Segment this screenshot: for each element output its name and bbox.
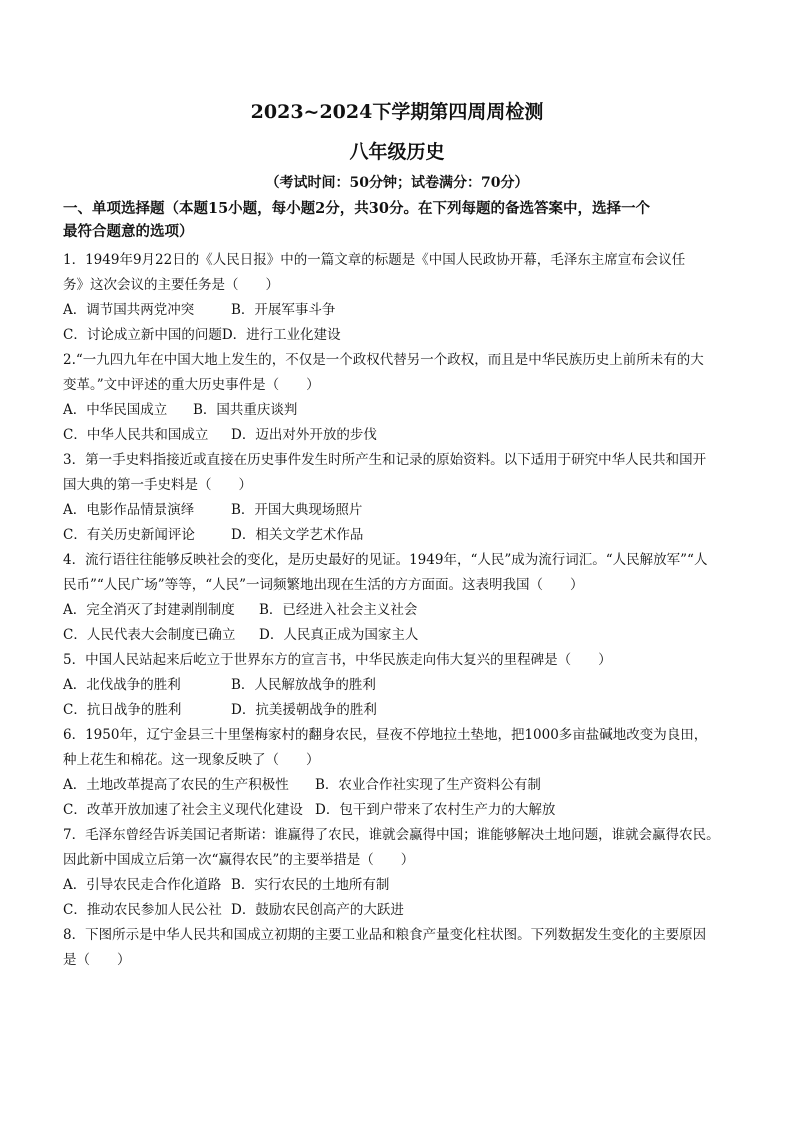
option-c: C．讨论成立新中国的问题 — [63, 327, 222, 343]
option-b: B．开展军事斗争 — [231, 302, 336, 318]
option-a: A．完全消灭了封建剥削制度 — [63, 602, 235, 618]
option-b: B．国共重庆谈判 — [193, 402, 298, 418]
option-a: A．调节国共两党冲突 — [63, 302, 195, 318]
option-c: C．人民代表大会制度已确立 — [63, 627, 236, 643]
option-d: D．进行工业化建设 — [221, 327, 341, 343]
option-a: A．北伐战争的胜利 — [63, 677, 181, 693]
question-4-line: 4．流行语往往能够反映社会的变化，是历史最好的见证。1949年，“人民”成为流行词汇。“人民解放军”“人 — [63, 552, 708, 568]
question-6-line: 6．1950年，辽宁金县三十里堡梅家村的翻身农民，昼夜不停地拉土垫地，把1000多亩盐碱地改变为良田， — [63, 727, 708, 743]
question-4-line: 民币”“人民广场”等等，“人民”一词频繁地出现在生活的方方面面。这表明我国（ ） — [63, 577, 584, 593]
question-7-options — [63, 873, 735, 898]
question-3-line: 3．第一手史料指接近或直接在历史事件发生时所产生和记录的原始资料。以下适用于研究中华人民共和国开 — [63, 452, 707, 468]
option-b: B．农业合作社实现了生产资料公有制 — [315, 777, 541, 793]
question-1-options — [63, 323, 735, 348]
option-a: A．电影作品情景演绎 — [63, 502, 195, 518]
question-4-options — [63, 598, 735, 623]
question-1-options — [63, 298, 735, 323]
option-d: D．抗美援朝战争的胜利 — [231, 702, 377, 718]
question-5-options — [63, 698, 735, 723]
section-heading-line: 最符合题意的选项） — [63, 223, 194, 240]
section-heading-line: 一、单项选择题（本题15小题，每小题2分，共30分。在下列每题的备选答案中，选择一个 — [63, 200, 650, 217]
question-6-line: 种上花生和棉花。这一现象反映了（ ） — [63, 752, 320, 768]
question-5-line: 5．中国人民站起来后屹立于世界东方的宣言书，中华民族走向伟大复兴的里程碑是（ ） — [63, 652, 612, 668]
exam-title: 2023~2024下学期第四周周检测 — [250, 101, 544, 123]
option-b: B．已经进入社会主义社会 — [259, 602, 418, 618]
question-5-options — [63, 673, 735, 698]
option-b: B．实行农民的土地所有制 — [231, 877, 390, 893]
question-3-options — [63, 498, 735, 523]
question-2-line: 2.“一九四九年在中国大地上发生的，不仅是一个政权代替另一个政权，而且是中华民族历史上前所未有的大 — [63, 352, 704, 368]
option-c: C．推动农民参加人民公社 — [63, 902, 222, 918]
option-c: C．有关历史新闻评论 — [63, 527, 195, 543]
option-b: B．开国大典现场照片 — [231, 502, 363, 518]
option-c: C．中华人民共和国成立 — [63, 427, 209, 443]
question-2-options — [63, 398, 735, 423]
option-d: D．鼓励农民创高产的大跃进 — [231, 902, 404, 918]
option-c: C．改革开放加速了社会主义现代化建设 — [63, 802, 303, 818]
question-1-line: 务》这次会议的主要任务是（ ） — [63, 277, 279, 293]
section-heading — [63, 197, 733, 243]
question-list — [63, 248, 735, 973]
question-8-line: 是（ ） — [63, 952, 131, 968]
exam-subject: 八年级历史 — [349, 141, 445, 163]
option-a: A．中华民国成立 — [63, 402, 168, 418]
question-2-options — [63, 423, 735, 448]
option-d: D．人民真正成为国家主人 — [259, 627, 419, 643]
question-3-options — [63, 523, 735, 548]
question-4-options — [63, 623, 735, 648]
exam-info: （考试时间：50分钟；试卷满分：70分） — [265, 175, 529, 191]
question-7-line: 因此新中国成立后第一次“赢得农民”的主要举措是（ ） — [63, 852, 415, 868]
question-1-line: 1．1949年9月22日的《人民日报》中的一篇文章的标题是《中国人民政协开幕，毛泽东主席宣布会议任 — [63, 252, 686, 268]
question-2-line: 变革。”文中评述的重大历史事件是（ ） — [63, 377, 320, 393]
question-8-line: 8．下图所示是中华人民共和国成立初期的主要工业品和粮食产量变化柱状图。下列数据发生变化的主要原因 — [63, 927, 707, 943]
question-7-options — [63, 898, 735, 923]
question-7-line: 7．毛泽东曾经告诉美国记者斯诺：谁赢得了农民，谁就会赢得中国；谁能够解决土地问题，谁就会赢得农民。 — [63, 827, 720, 843]
option-d: D．相关文学艺术作品 — [231, 527, 364, 543]
question-3-line: 国大典的第一手史料是（ ） — [63, 477, 252, 493]
option-a: A．引导农民走合作化道路 — [63, 877, 222, 893]
option-d: D．包干到户带来了农村生产力的大解放 — [315, 802, 556, 818]
option-a: A．土地改革提高了农民的生产积极性 — [63, 777, 289, 793]
option-b: B．人民解放战争的胜利 — [231, 677, 376, 693]
question-6-options — [63, 798, 735, 823]
option-d: D．迈出对外开放的步伐 — [231, 427, 377, 443]
option-c: C．抗日战争的胜利 — [63, 702, 182, 718]
question-6-options — [63, 773, 735, 798]
